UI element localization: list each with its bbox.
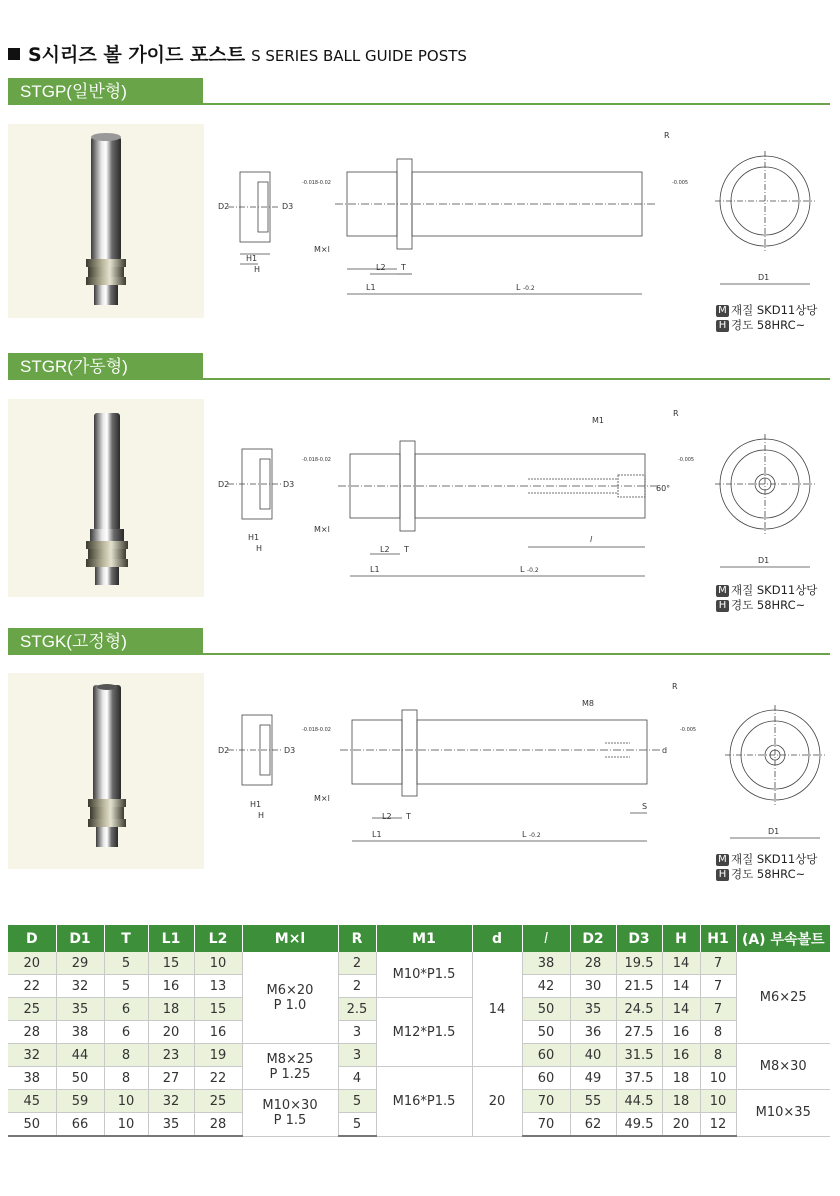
label-h1: H1 xyxy=(246,254,258,263)
table-cell: 15 xyxy=(148,952,194,975)
label-h1: H1 xyxy=(248,533,260,542)
table-cell: 5 xyxy=(338,1113,376,1137)
table-cell: 55 xyxy=(570,1090,616,1113)
material-text: 재질 SKD11상당 xyxy=(731,303,818,317)
table-cell: M12*P1.5 xyxy=(376,998,472,1067)
section-divider xyxy=(203,378,830,380)
material-tag: M xyxy=(716,585,729,597)
col-header: T xyxy=(104,925,148,952)
table-cell: M6×20 P 1.0 xyxy=(242,952,338,1044)
label-r: R xyxy=(672,682,678,691)
table-cell: 8 xyxy=(700,1044,736,1067)
table-cell: 27.5 xyxy=(616,1021,662,1044)
label-d2: D2 xyxy=(218,746,230,755)
table-cell: 44.5 xyxy=(616,1090,662,1113)
table-cell: 19 xyxy=(194,1044,242,1067)
spec-box-stgp xyxy=(716,303,817,333)
label-d: d xyxy=(662,746,668,755)
table-cell: 25 xyxy=(194,1090,242,1113)
label-l-tol: -0.2 xyxy=(529,832,541,839)
table-cell: 23 xyxy=(148,1044,194,1067)
label-tol-1: -0.018 xyxy=(302,180,319,186)
hardness-text: 경도 58HRC~ xyxy=(731,318,806,332)
table-cell: 19.5 xyxy=(616,952,662,975)
table-cell: M8×30 xyxy=(736,1044,830,1090)
label-d1: D1 xyxy=(758,556,770,565)
col-header: D1 xyxy=(56,925,104,952)
table-cell: 13 xyxy=(194,975,242,998)
col-header: M×l xyxy=(242,925,338,952)
table-cell: 28 xyxy=(8,1021,56,1044)
table-cell: 31.5 xyxy=(616,1044,662,1067)
label-r: R xyxy=(673,409,679,418)
square-bullet-icon xyxy=(8,48,20,60)
label-m8: M8 xyxy=(582,699,594,708)
table-cell: 44 xyxy=(56,1044,104,1067)
table-cell: 5 xyxy=(104,952,148,975)
col-header: H xyxy=(662,925,700,952)
table-cell: 36 xyxy=(570,1021,616,1044)
label-tol-d: -0.005 xyxy=(680,727,697,733)
label-l-tol: -0.2 xyxy=(523,285,535,292)
table-cell: 10 xyxy=(700,1090,736,1113)
table-cell: 20 xyxy=(472,1067,522,1137)
table-cell: 14 xyxy=(472,952,522,1067)
section-header-stgk: STGK(고정형) xyxy=(8,628,203,655)
table-cell: M10*P1.5 xyxy=(376,952,472,998)
col-header: R xyxy=(338,925,376,952)
hardness-tag: H xyxy=(716,600,729,612)
technical-drawing-stgr xyxy=(210,399,830,589)
table-cell: 3 xyxy=(338,1021,376,1044)
table-cell: 42 xyxy=(522,975,570,998)
material-text: 재질 SKD11상당 xyxy=(731,852,818,866)
table-cell: 4 xyxy=(338,1067,376,1090)
table-cell: 38 xyxy=(56,1021,104,1044)
table-cell: 20 xyxy=(8,952,56,975)
label-s: S xyxy=(642,802,648,811)
table-cell: 70 xyxy=(522,1090,570,1113)
table-cell: 70 xyxy=(522,1113,570,1137)
product-photo-stgp xyxy=(8,124,204,318)
col-header: L1 xyxy=(148,925,194,952)
table-cell: 29 xyxy=(56,952,104,975)
label-l: L xyxy=(516,283,521,292)
label-mxl: M×l xyxy=(314,794,330,803)
table-cell: 25 xyxy=(8,998,56,1021)
table-cell: 32 xyxy=(56,975,104,998)
label-mxl: M×l xyxy=(314,245,330,254)
label-tol-d: -0.005 xyxy=(678,457,695,463)
section-divider xyxy=(203,103,830,105)
product-photo-stgk xyxy=(8,673,204,869)
label-l-tol: -0.2 xyxy=(527,567,539,574)
table-cell: 16 xyxy=(662,1044,700,1067)
table-cell: 7 xyxy=(700,975,736,998)
table-cell: 2 xyxy=(338,975,376,998)
table-cell: 27 xyxy=(148,1067,194,1090)
material-tag: M xyxy=(716,854,729,866)
label-d3: D3 xyxy=(284,746,296,755)
label-d1: D1 xyxy=(758,273,770,282)
table-cell: 16 xyxy=(662,1021,700,1044)
table-cell: 59 xyxy=(56,1090,104,1113)
table-cell: 14 xyxy=(662,975,700,998)
table-cell: M6×25 xyxy=(736,952,830,1044)
table-cell: M16*P1.5 xyxy=(376,1067,472,1137)
col-header: M1 xyxy=(376,925,472,952)
col-header: l xyxy=(522,925,570,952)
table-cell: 7 xyxy=(700,952,736,975)
technical-drawing-stgk xyxy=(210,673,830,863)
label-l2: L2 xyxy=(380,545,390,554)
label-angle: 60° xyxy=(656,484,671,493)
table-cell: 37.5 xyxy=(616,1067,662,1090)
table-cell: 24.5 xyxy=(616,998,662,1021)
label-tol-2: -0.02 xyxy=(318,180,331,186)
table-cell: 35 xyxy=(570,998,616,1021)
table-cell: M10×35 xyxy=(736,1090,830,1137)
section-divider xyxy=(203,653,830,655)
dimension-table xyxy=(8,925,830,1137)
product-photo-stgr xyxy=(8,399,204,597)
table-cell: 62 xyxy=(570,1113,616,1137)
spec-box-stgr xyxy=(716,583,817,613)
table-cell: 18 xyxy=(148,998,194,1021)
table-cell: 49.5 xyxy=(616,1113,662,1137)
col-header: D xyxy=(8,925,56,952)
label-h1: H1 xyxy=(250,800,262,809)
table-row xyxy=(8,952,830,975)
page-title xyxy=(8,40,467,67)
label-tol-2: -0.02 xyxy=(318,727,331,733)
label-l2: L2 xyxy=(376,263,386,272)
col-header: L2 xyxy=(194,925,242,952)
table-cell: 6 xyxy=(104,998,148,1021)
table-cell: 10 xyxy=(194,952,242,975)
label-l1: L1 xyxy=(366,283,376,292)
table-cell: 50 xyxy=(522,998,570,1021)
label-d2: D2 xyxy=(218,202,230,211)
label-l1: L1 xyxy=(370,565,380,574)
label-t: T xyxy=(404,545,409,554)
label-d3: D3 xyxy=(283,480,295,489)
label-tol-1: -0.018 xyxy=(302,727,319,733)
hardness-tag: H xyxy=(716,320,729,332)
table-cell: 2 xyxy=(338,952,376,975)
table-cell: 22 xyxy=(8,975,56,998)
title-korean: S시리즈 볼 가이드 포스트 xyxy=(28,44,246,66)
table-cell: 50 xyxy=(8,1113,56,1137)
table-cell: 38 xyxy=(522,952,570,975)
table-cell: 60 xyxy=(522,1044,570,1067)
label-d2: D2 xyxy=(218,480,230,489)
table-cell: 21.5 xyxy=(616,975,662,998)
table-cell: 20 xyxy=(148,1021,194,1044)
label-l: L xyxy=(522,830,527,839)
table-cell: 28 xyxy=(194,1113,242,1137)
table-cell: 16 xyxy=(194,1021,242,1044)
label-l: L xyxy=(520,565,525,574)
table-cell: 7 xyxy=(700,998,736,1021)
label-d3: D3 xyxy=(282,202,294,211)
table-cell: 8 xyxy=(104,1044,148,1067)
label-l1: L1 xyxy=(372,830,382,839)
table-row xyxy=(8,998,830,1021)
col-header: D2 xyxy=(570,925,616,952)
table-cell: 40 xyxy=(570,1044,616,1067)
table-cell: 32 xyxy=(148,1090,194,1113)
table-cell: 3 xyxy=(338,1044,376,1067)
table-cell: 15 xyxy=(194,998,242,1021)
table-cell: 6 xyxy=(104,1021,148,1044)
table-cell: 14 xyxy=(662,998,700,1021)
table-cell: 50 xyxy=(56,1067,104,1090)
hardness-tag: H xyxy=(716,869,729,881)
label-t: T xyxy=(406,812,411,821)
table-cell: 20 xyxy=(662,1113,700,1137)
table-cell: 45 xyxy=(8,1090,56,1113)
table-cell: 28 xyxy=(570,952,616,975)
table-cell: 50 xyxy=(522,1021,570,1044)
table-cell: 22 xyxy=(194,1067,242,1090)
table-cell: 66 xyxy=(56,1113,104,1137)
spec-box-stgk xyxy=(716,852,817,882)
label-tol-d: -0.005 xyxy=(672,180,689,186)
table-cell: 32 xyxy=(8,1044,56,1067)
table-cell: 30 xyxy=(570,975,616,998)
label-h: H xyxy=(258,811,265,820)
table-cell: M10×30 P 1.5 xyxy=(242,1090,338,1137)
table-header-row xyxy=(8,925,830,952)
table-cell: 2.5 xyxy=(338,998,376,1021)
col-header: (A) 부속볼트 xyxy=(736,925,830,952)
table-cell: 5 xyxy=(338,1090,376,1113)
label-d1: D1 xyxy=(768,827,780,836)
label-h: H xyxy=(256,544,263,553)
section-header-stgr: STGR(가동형) xyxy=(8,353,203,380)
table-cell: 10 xyxy=(104,1113,148,1137)
label-l-depth: l xyxy=(590,535,593,544)
title-english: S SERIES BALL GUIDE POSTS xyxy=(251,47,467,65)
table-cell: 14 xyxy=(662,952,700,975)
table-cell: 16 xyxy=(148,975,194,998)
technical-drawing-stgp xyxy=(210,124,830,314)
table-cell: 60 xyxy=(522,1067,570,1090)
table-cell: 5 xyxy=(104,975,148,998)
table-cell: 18 xyxy=(662,1090,700,1113)
label-r: R xyxy=(664,131,670,140)
col-header: d xyxy=(472,925,522,952)
col-header: D3 xyxy=(616,925,662,952)
table-cell: 10 xyxy=(700,1067,736,1090)
table-cell: 10 xyxy=(104,1090,148,1113)
section-header-stgp: STGP(일반형) xyxy=(8,78,203,105)
table-row xyxy=(8,1067,830,1090)
label-h: H xyxy=(254,265,261,274)
label-m1: M1 xyxy=(592,416,604,425)
table-cell: 18 xyxy=(662,1067,700,1090)
label-t: T xyxy=(401,263,406,272)
col-header: H1 xyxy=(700,925,736,952)
table-cell: 35 xyxy=(148,1113,194,1137)
label-tol-2: -0.02 xyxy=(318,457,331,463)
table-cell: 8 xyxy=(700,1021,736,1044)
hardness-text: 경도 58HRC~ xyxy=(731,867,806,881)
label-mxl: M×l xyxy=(314,525,330,534)
hardness-text: 경도 58HRC~ xyxy=(731,598,806,612)
material-text: 재질 SKD11상당 xyxy=(731,583,818,597)
table-cell: 49 xyxy=(570,1067,616,1090)
table-cell: 12 xyxy=(700,1113,736,1137)
label-tol-1: -0.018 xyxy=(302,457,319,463)
table-cell: 8 xyxy=(104,1067,148,1090)
label-l2: L2 xyxy=(382,812,392,821)
table-cell: M8×25 P 1.25 xyxy=(242,1044,338,1090)
material-tag: M xyxy=(716,305,729,317)
table-cell: 35 xyxy=(56,998,104,1021)
table-cell: 38 xyxy=(8,1067,56,1090)
